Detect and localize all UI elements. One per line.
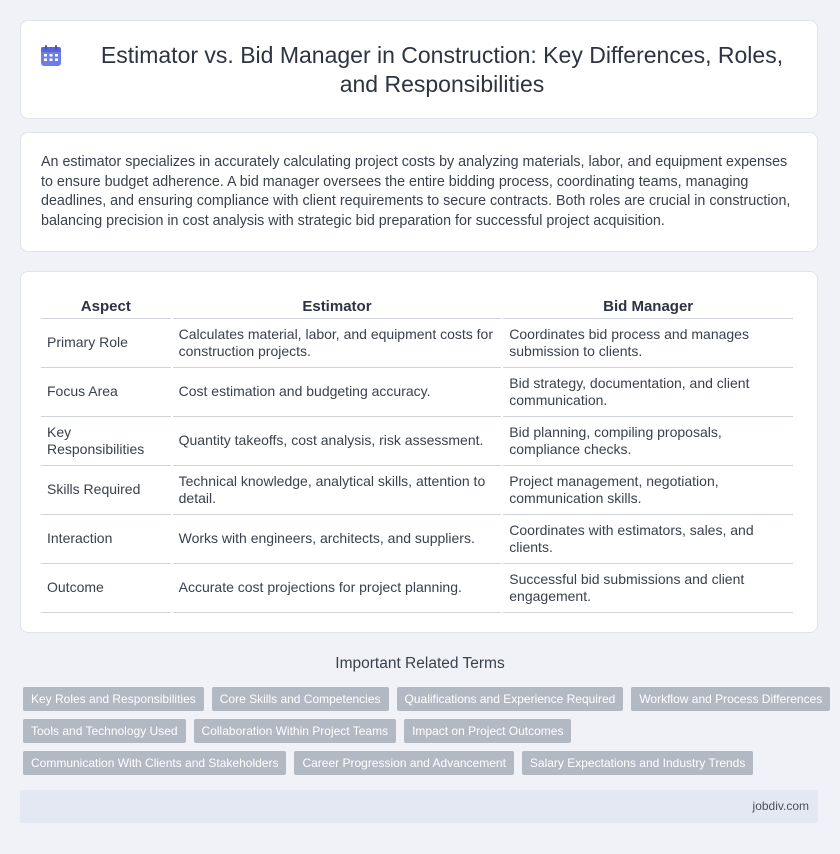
cell-aspect: Interaction <box>41 515 171 564</box>
cell-estimator: Quantity takeoffs, cost analysis, risk assessment. <box>173 417 502 466</box>
cell-aspect: Key Responsibilities <box>41 417 171 466</box>
cell-aspect: Primary Role <box>41 319 171 368</box>
footer-site-link[interactable]: jobdiv.com <box>752 799 809 813</box>
cell-estimator: Works with engineers, architects, and suppliers. <box>173 515 502 564</box>
term-tag[interactable]: Communication With Clients and Stakeholders <box>23 751 286 775</box>
term-tag[interactable]: Salary Expectations and Industry Trends <box>522 751 753 775</box>
term-tag[interactable]: Tools and Technology Used <box>23 719 186 743</box>
cell-bid-manager: Coordinates bid process and manages submission to clients. <box>503 319 793 368</box>
cell-estimator: Calculates material, labor, and equipment costs for construction projects. <box>173 319 502 368</box>
cell-aspect: Outcome <box>41 564 171 613</box>
calendar-icon <box>39 44 63 68</box>
cell-bid-manager: Bid strategy, documentation, and client communication. <box>503 368 793 417</box>
table-row <box>41 417 793 466</box>
table-row <box>41 319 793 368</box>
header-aspect: Aspect <box>41 294 171 319</box>
related-terms-heading: Important Related Terms <box>335 655 505 672</box>
header-estimator: Estimator <box>173 294 502 319</box>
cell-estimator: Technical knowledge, analytical skills, attention to detail. <box>173 466 502 515</box>
table-row <box>41 466 793 515</box>
related-terms <box>23 687 823 783</box>
term-row <box>23 719 823 743</box>
title-card <box>20 20 818 119</box>
cell-aspect: Skills Required <box>41 466 171 515</box>
cell-bid-manager: Bid planning, compiling proposals, compliance checks. <box>503 417 793 466</box>
comparison-table <box>39 294 795 613</box>
term-tag[interactable]: Key Roles and Responsibilities <box>23 687 204 711</box>
term-row <box>23 751 823 775</box>
term-tag[interactable]: Impact on Project Outcomes <box>404 719 571 743</box>
term-tag[interactable]: Collaboration Within Project Teams <box>194 719 397 743</box>
table-row <box>41 368 793 417</box>
cell-bid-manager: Project management, negotiation, communication skills. <box>503 466 793 515</box>
header-bid-manager: Bid Manager <box>503 294 793 319</box>
term-row <box>23 687 823 711</box>
table-row <box>41 515 793 564</box>
page-title: Estimator vs. Bid Manager in Construction: Key Differences, Roles, and Responsibilities <box>100 41 784 97</box>
comparison-card <box>20 271 818 633</box>
cell-estimator: Cost estimation and budgeting accuracy. <box>173 368 502 417</box>
cell-bid-manager: Coordinates with estimators, sales, and clients. <box>503 515 793 564</box>
term-tag[interactable]: Qualifications and Experience Required <box>397 687 624 711</box>
intro-card <box>20 132 818 252</box>
title-wrap <box>39 41 799 99</box>
footer <box>20 790 818 823</box>
term-tag[interactable]: Workflow and Process Differences <box>631 687 830 711</box>
table-row <box>41 564 793 613</box>
term-tag[interactable]: Career Progression and Advancement <box>294 751 513 775</box>
intro-paragraph: An estimator specializes in accurately calculating project costs by analyzing materials, labor, and equipment expenses to ensure budget adherence. A bid manager oversees the entire bidding process, coordinating teams, managing deadlines, and ensuring compliance with client requirements to secure contracts. Both roles are crucial in construction, balancing precision in cost analysis with strategic bid preparation for successful project acquisition. <box>41 154 791 229</box>
table-header-row <box>41 294 793 319</box>
term-tag[interactable]: Core Skills and Competencies <box>212 687 389 711</box>
cell-bid-manager: Successful bid submissions and client engagement. <box>503 564 793 613</box>
cell-aspect: Focus Area <box>41 368 171 417</box>
cell-estimator: Accurate cost projections for project planning. <box>173 564 502 613</box>
